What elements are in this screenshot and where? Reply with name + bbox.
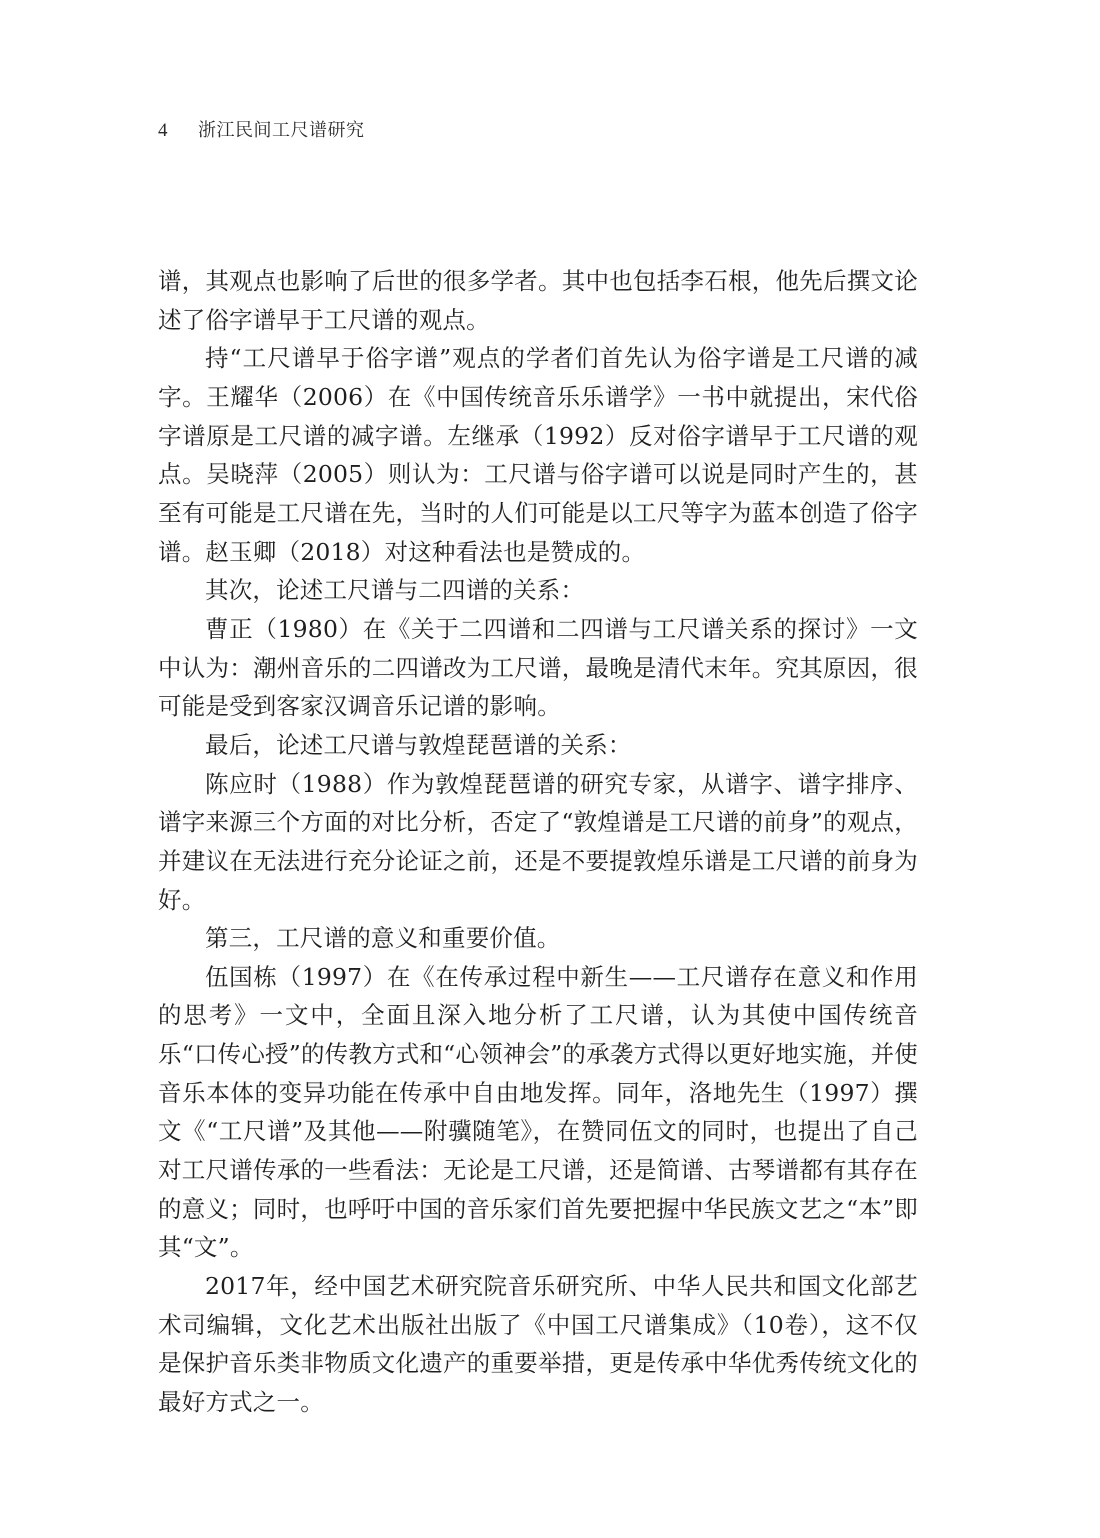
body-text — [158, 262, 918, 1422]
page-number: 4 — [158, 120, 168, 141]
paragraph: 第三，工尺谱的意义和重要价值。 — [205, 924, 561, 953]
paragraph: 伍国栋（1997）在《在传承过程中新生——工尺谱存在意义和作用的思考》一文中，全面且深入地分析了工尺谱，认为其使中国传统音乐“口传心授”的传教方式和“心领神会”的承袭方式得以更好地实施，并使音乐本体的变异功能在传承中自由地发挥。同年，洛地先生（1997）撰文《“工尺谱”及其他——附骥随笔》，在赞同伍文的同时，也提出了自己对工尺谱传承的一些看法：无论是工尺谱，还是简谱、古琴谱都有其存在的意义；同时，也呼吁中国的音乐家们首先要把握中华民族文艺之“本”即其“文”。 — [158, 962, 918, 1262]
paragraph: 陈应时（1988）作为敦煌琵琶谱的研究专家，从谱字、谱字排序、谱字来源三个方面的对比分析，否定了“敦煌谱是工尺谱的前身”的观点，并建议在无法进行充分论证之前，还是不要提敦煌乐谱是工尺谱的前身为好。 — [158, 769, 918, 914]
running-head — [158, 116, 365, 146]
paragraph: 持“工尺谱早于俗字谱”观点的学者们首先认为俗字谱是工尺谱的减字。王耀华（2006）在《中国传统音乐乐谱学》一书中就提出，宋代俗字谱原是工尺谱的减字谱。左继承（1992）反对俗字谱早于工尺谱的观点。吴晓萍（2005）则认为：工尺谱与俗字谱可以说是同时产生的，甚至有可能是工尺谱在先，当时的人们可能是以工尺等字为蓝本创造了俗字谱。赵玉卿（2018）对这种看法也是赞成的。 — [158, 344, 918, 566]
paragraph: 2017年，经中国艺术研究院音乐研究所、中华人民共和国文化部艺术司编辑，文化艺术出版社出版了《中国工尺谱集成》（10卷），这不仅是保护音乐类非物质文化遗产的重要举措，更是传承中华优秀传统文化的最好方式之一。 — [158, 1272, 918, 1417]
paragraph: 最后，论述工尺谱与敦煌琵琶谱的关系： — [205, 730, 632, 759]
book-title: 浙江民间工尺谱研究 — [198, 120, 365, 141]
paragraph: 其次，论述工尺谱与二四谱的关系： — [205, 576, 585, 605]
paragraph: 曹正（1980）在《关于二四谱和二四谱与工尺谱关系的探讨》一文中认为：潮州音乐的二四谱改为工尺谱，最晚是清代末年。究其原因，很可能是受到客家汉调音乐记谱的影响。 — [158, 614, 918, 721]
paragraph: 谱，其观点也影响了后世的很多学者。其中也包括李石根，他先后撰文论述了俗字谱早于工尺谱的观点。 — [158, 267, 918, 334]
